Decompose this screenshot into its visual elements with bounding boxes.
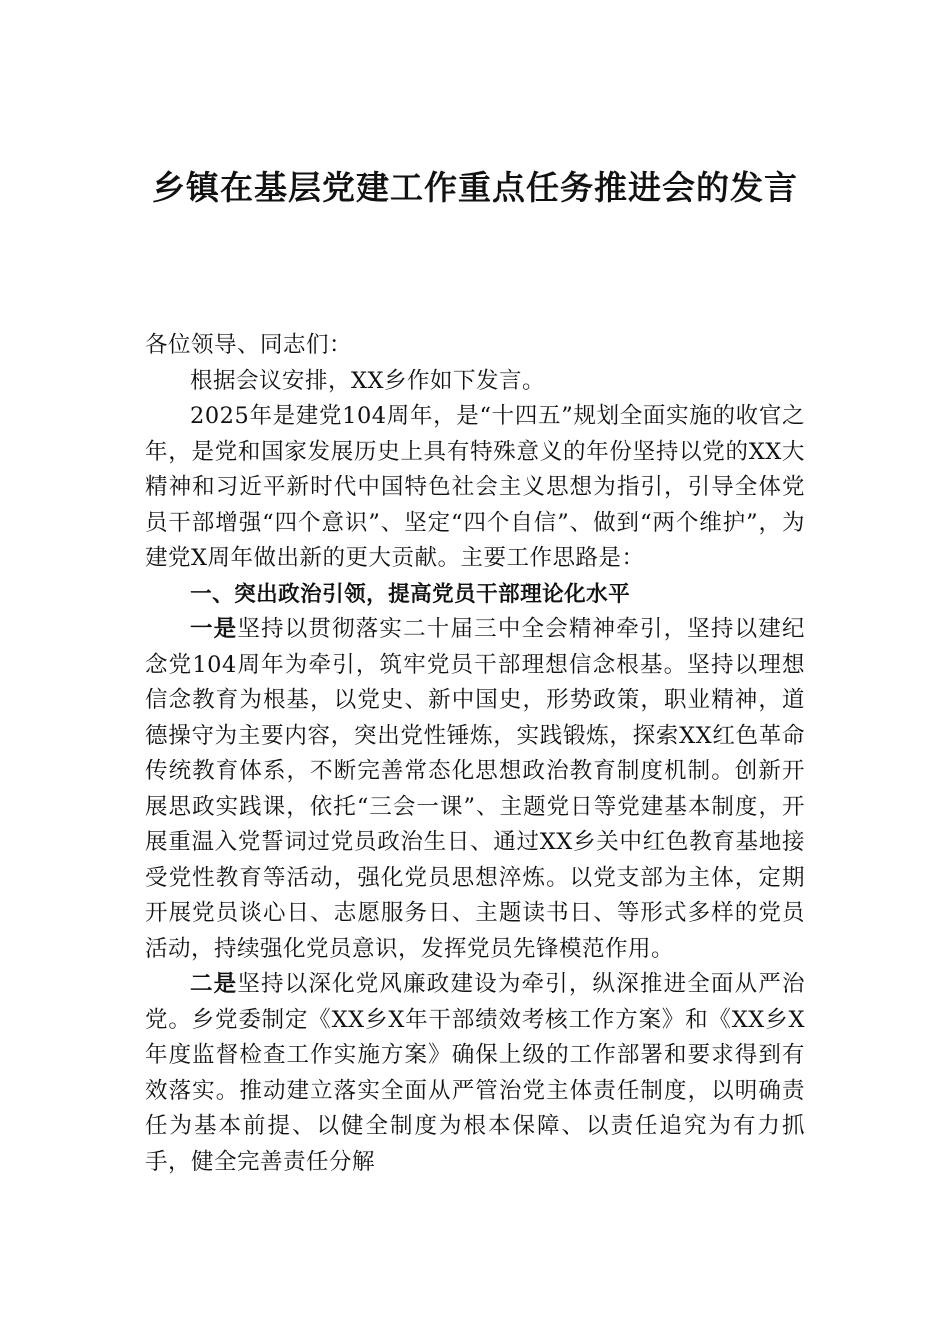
section-heading: 一、突出政治引领，提高党员干部理论化水平 [190,581,631,607]
item-two-lead: 二是 [190,971,238,997]
item-one-paragraph [145,612,805,967]
item-one-text: 坚持以贯彻落实二十届三中全会精神牵引，坚持以建纪念党104周年为牵引，筑牢党员干部理想信念根基。坚持以理想信念教育为根基，以党史、新中国史，形势政策，职业精神，道德操守为主要内容，突出党性锤炼，实践锻炼，探索XX红色革命传统教育体系，不断完善常态化思想政治教育制度机制。创新开展思政实践课，依托“三会一课”、主题党日等党建基本制度，开展重温入党誓词过党员政治生日、通过XX乡关中红色教育基地接受党性教育等活动，强化党员思想淬炼。以党支部为主体，定期开展党员谈心日、志愿服务日、主题读书日、等形式多样的党员活动，持续强化党员意识，发挥党员先锋模范作用。 [145,616,805,962]
item-one-lead: 一是 [190,616,238,642]
salutation: 各位领导、同志们： [145,332,353,358]
item-two-text: 坚持以深化党风廉政建设为牵引，纵深推进全面从严治党。乡党委制定《XX乡X年干部绩效考核工作方案》和《XX乡X年度监督检查工作实施方案》确保上级的工作部署和要求得到有效落实。推动建立落实全面从严管治党主体责任制度，以明确责任为基本前提、以健全制度为根本保障、以责任追究为有力抓手，健全完善责任分解 [145,971,805,1175]
document-title: 乡镇在基层党建工作重点任务推进会的发言 [152,168,798,207]
intro-paragraph: 根据会议安排，XX乡作如下发言。 [190,367,546,394]
context-paragraph: 2025年是建党104周年，是“十四五”规划全面实施的收官之年，是党和国家发展历史上具有特殊意义的年份坚持以党的XX大精神和习近平新时代中国特色社会主义思想为指引，引导全体党员干部增强“四个意识”、坚定“四个自信”、做到“两个维护”，为建党X周年做出新的更大贡献。主要工作思路是： [145,403,805,571]
document-body [145,328,805,1180]
item-two-paragraph [145,967,805,1180]
